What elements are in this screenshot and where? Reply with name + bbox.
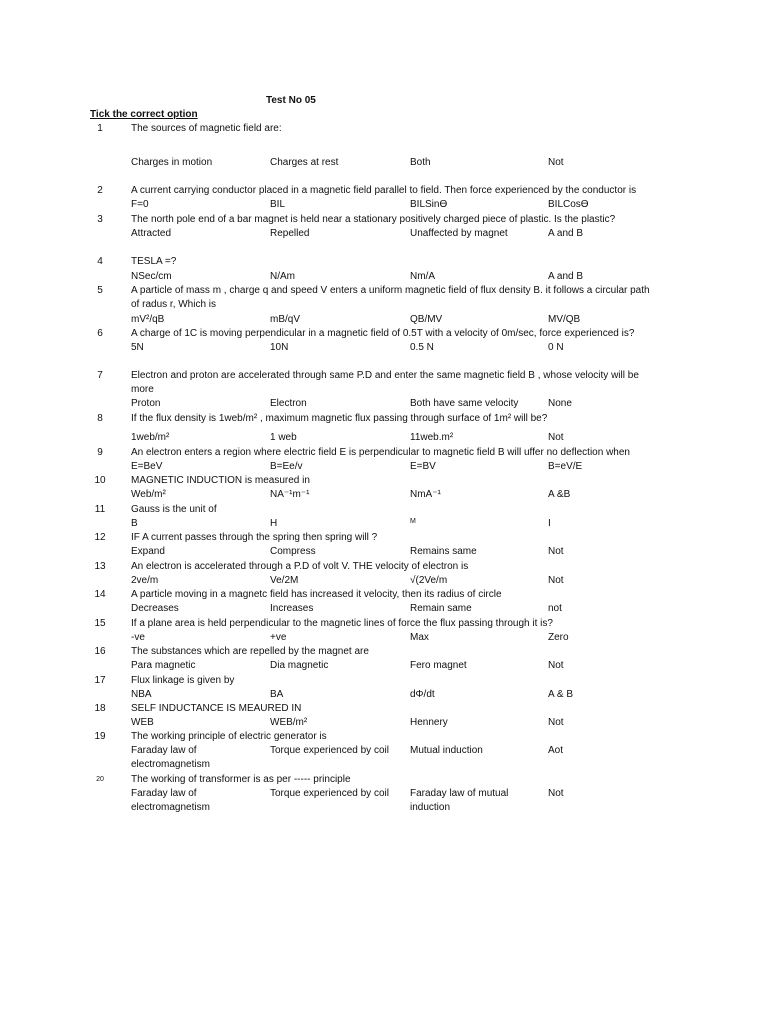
- question-text: A current carrying conductor placed in a magnetic field parallel to field. Then force experienced by the conductor is: [131, 185, 637, 196]
- question-text-continued: of radus r, Which is: [131, 299, 217, 310]
- option-a: 5N: [131, 342, 144, 353]
- option-b: Ve/2M: [270, 575, 299, 586]
- question-text-continued: more: [131, 384, 154, 395]
- question-number: 7: [97, 370, 103, 381]
- question-text: TESLA =?: [131, 256, 177, 267]
- question-number: 3: [97, 214, 103, 225]
- option-c: 11web.m²: [410, 432, 454, 443]
- question-text: The north pole end of a bar magnet is held near a stationary positively charged piece of plastic. Is the plastic?: [131, 214, 616, 225]
- option-c: NmA⁻¹: [410, 489, 441, 500]
- question-number: 16: [94, 646, 106, 657]
- option-a: Charges in motion: [131, 157, 213, 168]
- question-number: 11: [94, 504, 106, 515]
- option-d: A and B: [548, 228, 584, 239]
- question-text: A particle moving in a magnetc field has increased it velocity, then its radius of circle: [131, 589, 502, 600]
- question-text: A charge of 1C is moving perpendicular in a magnetic field of 0.5T with a velocity of 0m/sec, force experienced is?: [131, 328, 635, 339]
- question-number: 6: [97, 328, 103, 339]
- option-a: 1web/m²: [131, 432, 170, 443]
- option-c-continued: induction: [410, 802, 451, 813]
- option-c: Both: [410, 157, 431, 168]
- option-c: Remains same: [410, 546, 477, 557]
- question-number: 10: [94, 475, 106, 486]
- question-number: 1: [97, 123, 103, 134]
- option-a: Web/m²: [131, 489, 166, 500]
- option-c: dΦ/dt: [410, 689, 435, 700]
- option-b: Torque experienced by coil: [270, 788, 389, 799]
- option-d: Not: [548, 546, 564, 557]
- option-d: Not: [548, 157, 564, 168]
- option-a: E=BeV: [131, 461, 163, 472]
- option-d: A &B: [548, 489, 571, 500]
- question-text: MAGNETIC INDUCTION is measured in: [131, 475, 310, 486]
- option-d: Not: [548, 432, 564, 443]
- option-c: √(2Ve/m: [410, 575, 448, 586]
- option-c: M: [410, 518, 416, 525]
- option-c: Fero magnet: [410, 660, 467, 671]
- question-number: 13: [94, 561, 106, 572]
- option-c: Faraday law of mutual: [410, 788, 509, 799]
- option-d: I: [548, 518, 551, 529]
- option-a-continued: electromagnetism: [131, 759, 210, 770]
- option-c: Remain same: [410, 603, 472, 614]
- question-text: SELF INDUCTANCE IS MEAURED IN: [131, 703, 302, 714]
- option-a: Attracted: [131, 228, 172, 239]
- option-a: 2ve/m: [131, 575, 159, 586]
- option-b: B=Ee/v: [270, 461, 303, 472]
- option-a: Faraday law of: [131, 745, 197, 756]
- question-number: 15: [94, 618, 106, 629]
- option-a: WEB: [131, 717, 154, 728]
- question-text: Gauss is the unit of: [131, 504, 217, 515]
- option-b: Electron: [270, 398, 307, 409]
- question-text: The substances which are repelled by the magnet are: [131, 646, 369, 657]
- option-d: B=eV/E: [548, 461, 583, 472]
- option-a: Para magnetic: [131, 660, 196, 671]
- option-a: F=0: [131, 199, 149, 210]
- option-c: QB/MV: [410, 314, 443, 325]
- instruction: Tick the correct option: [90, 109, 198, 120]
- option-d: not: [548, 603, 562, 614]
- option-d: A & B: [548, 689, 574, 700]
- option-b: 10N: [270, 342, 289, 353]
- question-number: 12: [94, 532, 106, 543]
- option-d: Not: [548, 788, 564, 799]
- option-a: Expand: [131, 546, 165, 557]
- option-c: Unaffected by magnet: [410, 228, 508, 239]
- option-c: Mutual induction: [410, 745, 483, 756]
- question-text: The working principle of electric generator is: [131, 731, 327, 742]
- option-d: Zero: [548, 632, 569, 643]
- option-c: Max: [410, 632, 429, 643]
- option-a-continued: electromagnetism: [131, 802, 210, 813]
- question-text: Flux linkage is given by: [131, 675, 235, 686]
- option-a: mV²/qB: [131, 314, 165, 325]
- option-a: Faraday law of: [131, 788, 197, 799]
- question-number: 19: [94, 731, 106, 742]
- option-a: -ve: [131, 632, 145, 643]
- question-text: If the flux density is 1web/m² , maximum magnetic flux passing through surface of 1m² will be?: [131, 413, 548, 424]
- question-number: 2: [97, 185, 103, 196]
- option-d: Not: [548, 717, 564, 728]
- option-c: BILSinϴ: [410, 199, 448, 210]
- option-a: B: [131, 518, 138, 529]
- question-text: A particle of mass m , charge q and speed V enters a uniform magnetic field of flux density B. it follows a circular path: [131, 285, 650, 296]
- option-b: Torque experienced by coil: [270, 745, 389, 756]
- option-d: Aot: [548, 745, 564, 756]
- option-b: BIL: [270, 199, 286, 210]
- question-number: 5: [97, 285, 103, 296]
- option-a: NSec/cm: [131, 271, 172, 282]
- option-b: Increases: [270, 603, 314, 614]
- option-c: Hennery: [410, 717, 448, 728]
- option-a: Decreases: [131, 603, 179, 614]
- option-b: 1 web: [270, 432, 297, 443]
- option-b: BA: [270, 689, 284, 700]
- option-a: Proton: [131, 398, 161, 409]
- option-b: Repelled: [270, 228, 310, 239]
- question-text: An electron is accelerated through a P.D of volt V. THE velocity of electron is: [131, 561, 469, 572]
- option-d: None: [548, 398, 572, 409]
- question-number: 18: [94, 703, 106, 714]
- question-text: If a plane area is held perpendicular to the magnetic lines of force the flux passing through it is?: [131, 618, 553, 629]
- option-b: Charges at rest: [270, 157, 339, 168]
- question-number: 20: [96, 776, 104, 783]
- option-b: NA⁻¹m⁻¹: [270, 489, 310, 500]
- option-d: Not: [548, 575, 564, 586]
- question-text: The sources of magnetic field are:: [131, 123, 282, 134]
- option-a: NBA: [131, 689, 152, 700]
- question-number: 8: [97, 413, 103, 424]
- option-c: E=BV: [410, 461, 436, 472]
- question-text: IF A current passes through the spring then spring will ?: [131, 532, 378, 543]
- option-b: N/Am: [270, 271, 295, 282]
- question-number: 17: [94, 675, 106, 686]
- question-number: 4: [97, 256, 103, 267]
- question-text: The working of transformer is as per ----- principle: [131, 774, 351, 785]
- option-b: Dia magnetic: [270, 660, 329, 671]
- option-b: +ve: [270, 632, 287, 643]
- option-c: Both have same velocity: [410, 398, 519, 409]
- option-b: Compress: [270, 546, 316, 557]
- option-b: H: [270, 518, 278, 529]
- question-text: Electron and proton are accelerated through same P.D and enter the same magnetic field B , whose velocity will be: [131, 370, 639, 381]
- question-number: 9: [97, 447, 103, 458]
- option-c: 0.5 N: [410, 342, 434, 353]
- question-text: An electron enters a region where electric field E is perpendicular to magnetic field B will uffer no deflection when: [131, 447, 630, 458]
- page-title: Test No 05: [266, 95, 316, 106]
- option-b: WEB/m²: [270, 717, 308, 728]
- option-d: MV/QB: [548, 314, 581, 325]
- question-number: 14: [94, 589, 106, 600]
- option-d: A and B: [548, 271, 584, 282]
- option-d: BILCosϴ: [548, 199, 589, 210]
- option-c: Nm/A: [410, 271, 435, 282]
- option-d: 0 N: [548, 342, 564, 353]
- option-d: Not: [548, 660, 564, 671]
- option-b: mB/qV: [270, 314, 301, 325]
